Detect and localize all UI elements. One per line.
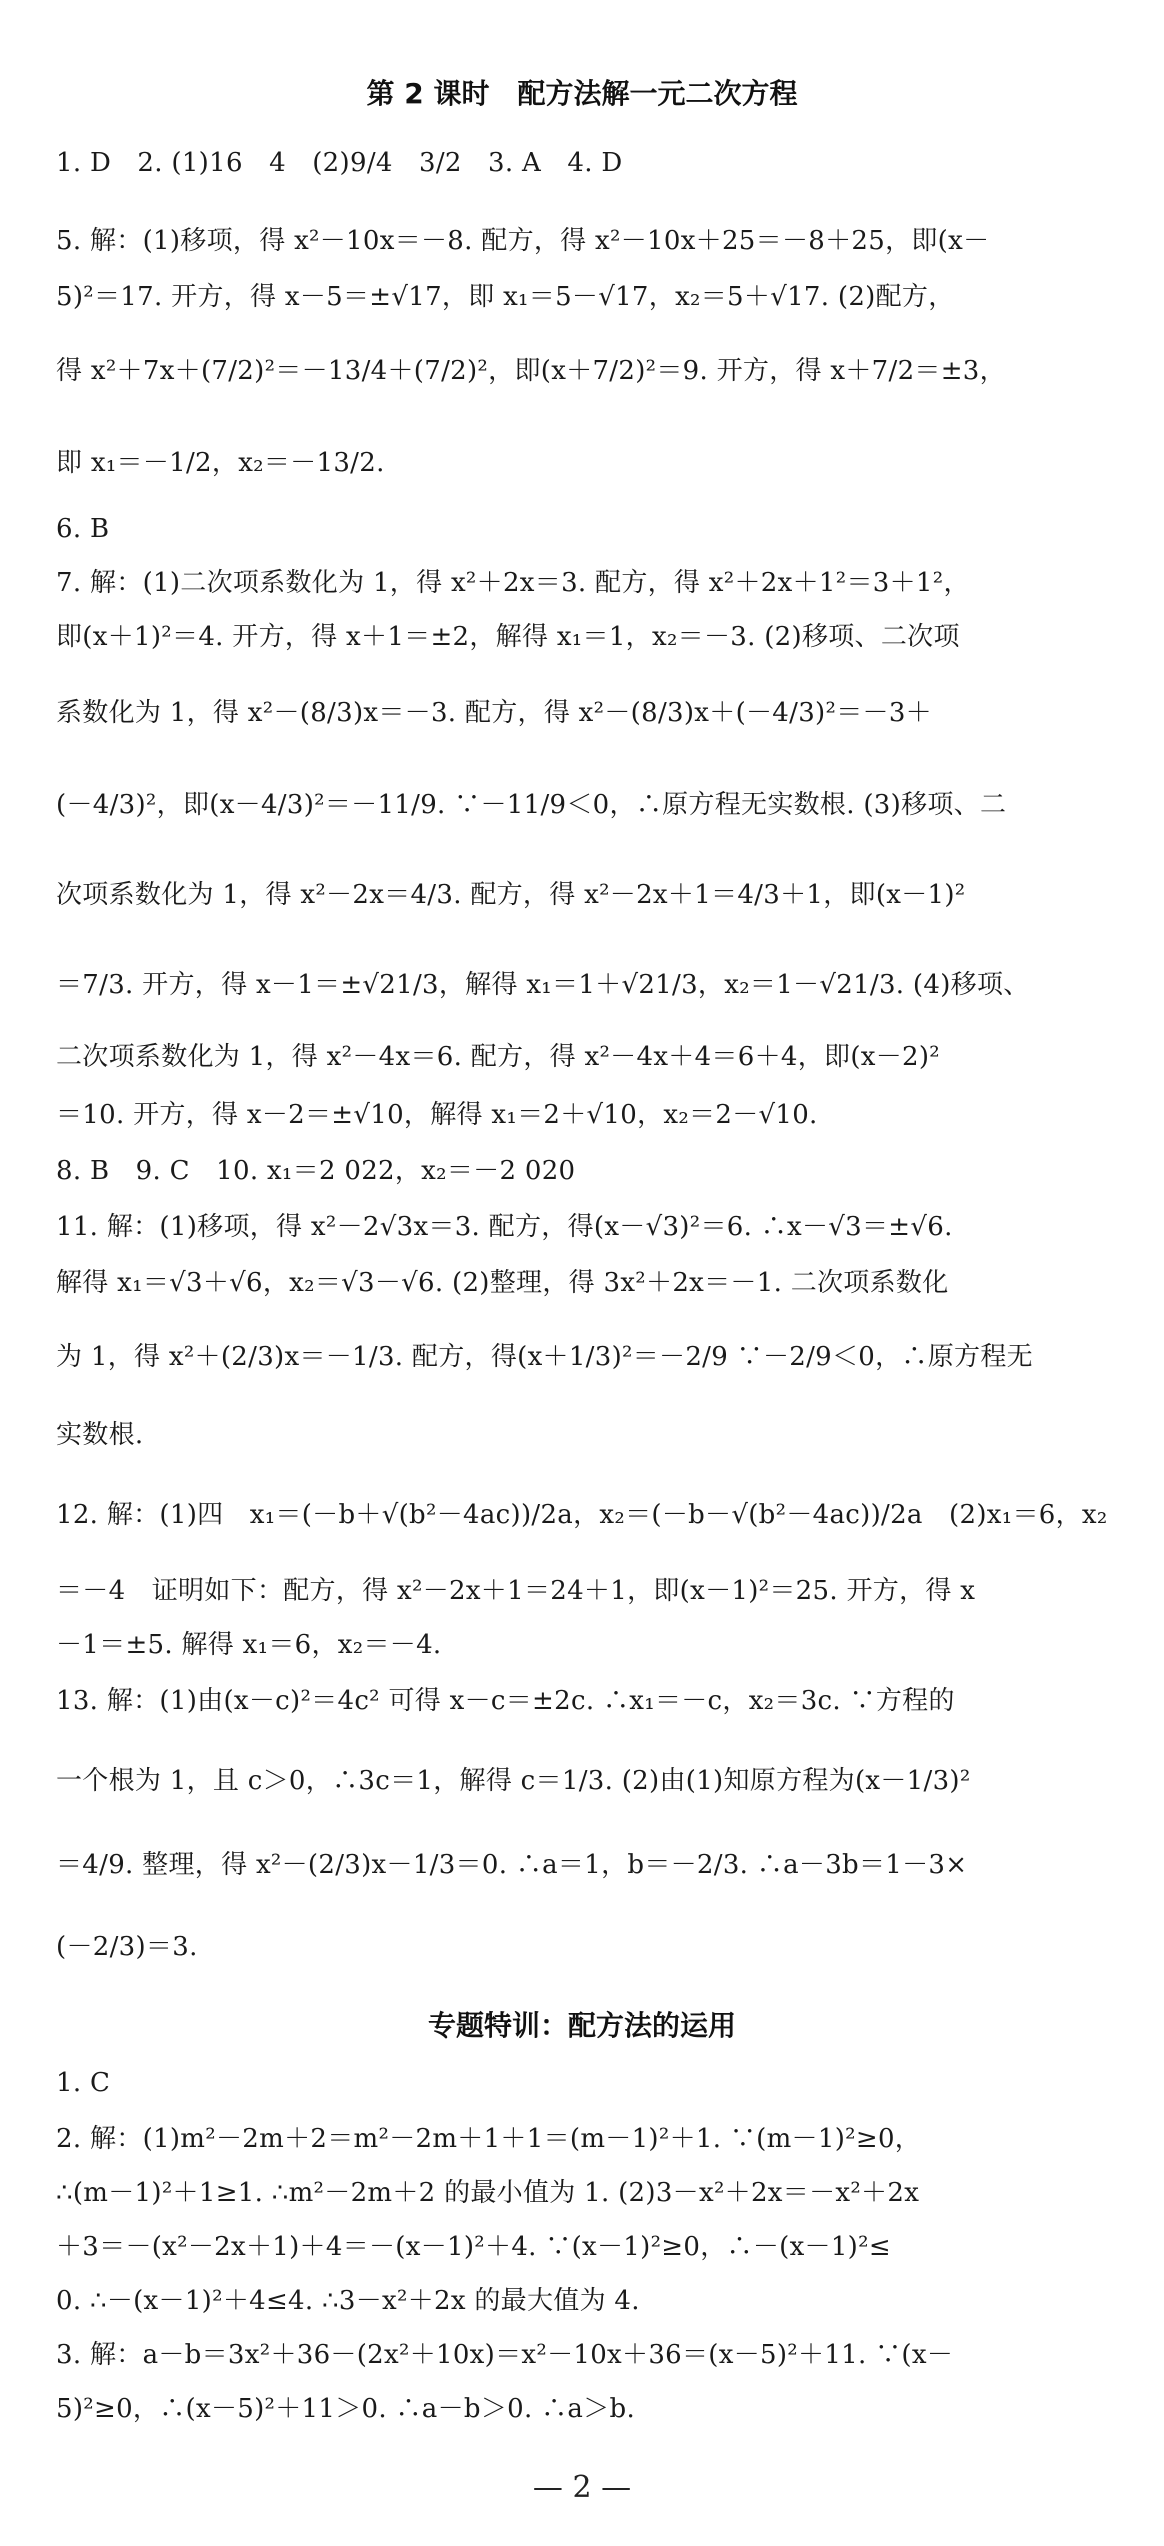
answer-line: 3. 解：a－b＝3x²＋36－(2x²＋10x)＝x²－10x＋36＝(x－5)²＋11. ∵(x－ <box>56 2340 954 2370</box>
answer-line: 6. B <box>56 514 110 544</box>
answer-line: 即(x＋1)²＝4. 开方，得 x＋1＝±2，解得 x₁＝1，x₂＝－3. (2)移项、二次项 <box>56 622 960 652</box>
answer-line: 一个根为 1，且 c＞0，∴3c＝1，解得 c＝1/3. (2)由(1)知原方程为(x－1/3)² <box>56 1766 971 1796</box>
answer-line: 为 1，得 x²＋(2/3)x＝－1/3. 配方，得(x＋1/3)²＝－2/9 ∵－2/9＜0，∴原方程无 <box>56 1342 1033 1372</box>
answer-line: 5)²≥0，∴(x－5)²＋11＞0. ∴a－b＞0. ∴a＞b. <box>56 2394 636 2424</box>
answer-line: ＝－4 证明如下：配方，得 x²－2x＋1＝24＋1，即(x－1)²＝25. 开方，得 x <box>56 1576 976 1606</box>
section-title-special-training: 专题特训：配方法的运用 <box>427 2009 736 2042</box>
answer-line: 得 x²＋7x＋(7/2)²＝－13/4＋(7/2)²，即(x＋7/2)²＝9. 开方，得 x＋7/2＝±3， <box>56 356 1006 386</box>
page-number: — 2 — <box>532 2470 632 2505</box>
answer-line: 二次项系数化为 1，得 x²－4x＝6. 配方，得 x²－4x＋4＝6＋4，即(x－2)² <box>56 1042 941 1072</box>
answer-line: 8. B 9. C 10. x₁＝2 022，x₂＝－2 020 <box>56 1156 576 1186</box>
answer-line: 1. D 2. (1)16 4 (2)9/4 3/2 3. A 4. D <box>56 148 623 178</box>
answer-line: 0. ∴－(x－1)²＋4≤4. ∴3－x²＋2x 的最大值为 4. <box>56 2286 640 2316</box>
answer-line: 2. 解：(1)m²－2m＋2＝m²－2m＋1＋1＝(m－1)²＋1. ∵(m－1)²≥0， <box>56 2124 922 2154</box>
answer-line: 系数化为 1，得 x²－(8/3)x＝－3. 配方，得 x²－(8/3)x＋(－4/3)²＝－3＋ <box>56 698 932 728</box>
answer-line: (－2/3)＝3. <box>56 1932 198 1962</box>
answer-line: 次项系数化为 1，得 x²－2x＝4/3. 配方，得 x²－2x＋1＝4/3＋1，即(x－1)² <box>56 880 966 910</box>
answer-line: 11. 解：(1)移项，得 x²－2√3x＝3. 配方，得(x－√3)²＝6. ∴x－√3＝±√6. <box>56 1212 953 1242</box>
section-title-lesson-2: 第 2 课时 配方法解一元二次方程 <box>366 77 798 110</box>
answer-line: ＝4/9. 整理，得 x²－(2/3)x－1/3＝0. ∴a＝1，b＝－2/3. ∴a－3b＝1－3× <box>56 1850 968 1880</box>
answer-line: 解得 x₁＝√3＋√6，x₂＝√3－√6. (2)整理，得 3x²＋2x＝－1. 二次项系数化 <box>56 1268 949 1298</box>
answer-line: (－4/3)²，即(x－4/3)²＝－11/9. ∵－11/9＜0，∴原方程无实数根. (3)移项、二 <box>56 790 1007 820</box>
answer-line: ＝7/3. 开方，得 x－1＝±√21/3，解得 x₁＝1＋√21/3，x₂＝1－√21/3. (4)移项、 <box>56 970 1030 1000</box>
answer-line: ＝10. 开方，得 x－2＝±√10，解得 x₁＝2＋√10，x₂＝2－√10. <box>56 1100 818 1130</box>
answer-line: 7. 解：(1)二次项系数化为 1，得 x²＋2x＝3. 配方，得 x²＋2x＋1²＝3＋1²， <box>56 568 970 598</box>
answer-line: 5)²＝17. 开方，得 x－5＝±√17，即 x₁＝5－√17，x₂＝5＋√17. (2)配方， <box>56 282 955 312</box>
answer-line: 实数根. <box>56 1420 144 1450</box>
answer-line: ＋3＝－(x²－2x＋1)＋4＝－(x－1)²＋4. ∵(x－1)²≥0，∴－(x－1)²≤ <box>56 2232 891 2262</box>
answer-line: ∴(m－1)²＋1≥1. ∴m²－2m＋2 的最小值为 1. (2)3－x²＋2x＝－x²＋2x <box>56 2178 920 2208</box>
answer-line: 1. C <box>56 2068 111 2098</box>
answer-line: －1＝±5. 解得 x₁＝6，x₂＝－4. <box>56 1630 442 1660</box>
answer-line: 即 x₁＝－1/2，x₂＝－13/2. <box>56 448 385 478</box>
answer-line: 12. 解：(1)四 x₁＝(－b＋√(b²－4ac))/2a，x₂＝(－b－√(b²－4ac))/2a (2)x₁＝6，x₂ <box>56 1500 1108 1530</box>
answer-line: 5. 解：(1)移项，得 x²－10x＝－8. 配方，得 x²－10x＋25＝－8＋25，即(x－ <box>56 226 990 256</box>
answer-line: 13. 解：(1)由(x－c)²＝4c² 可得 x－c＝±2c. ∴x₁＝－c，x₂＝3c. ∵方程的 <box>56 1686 955 1716</box>
